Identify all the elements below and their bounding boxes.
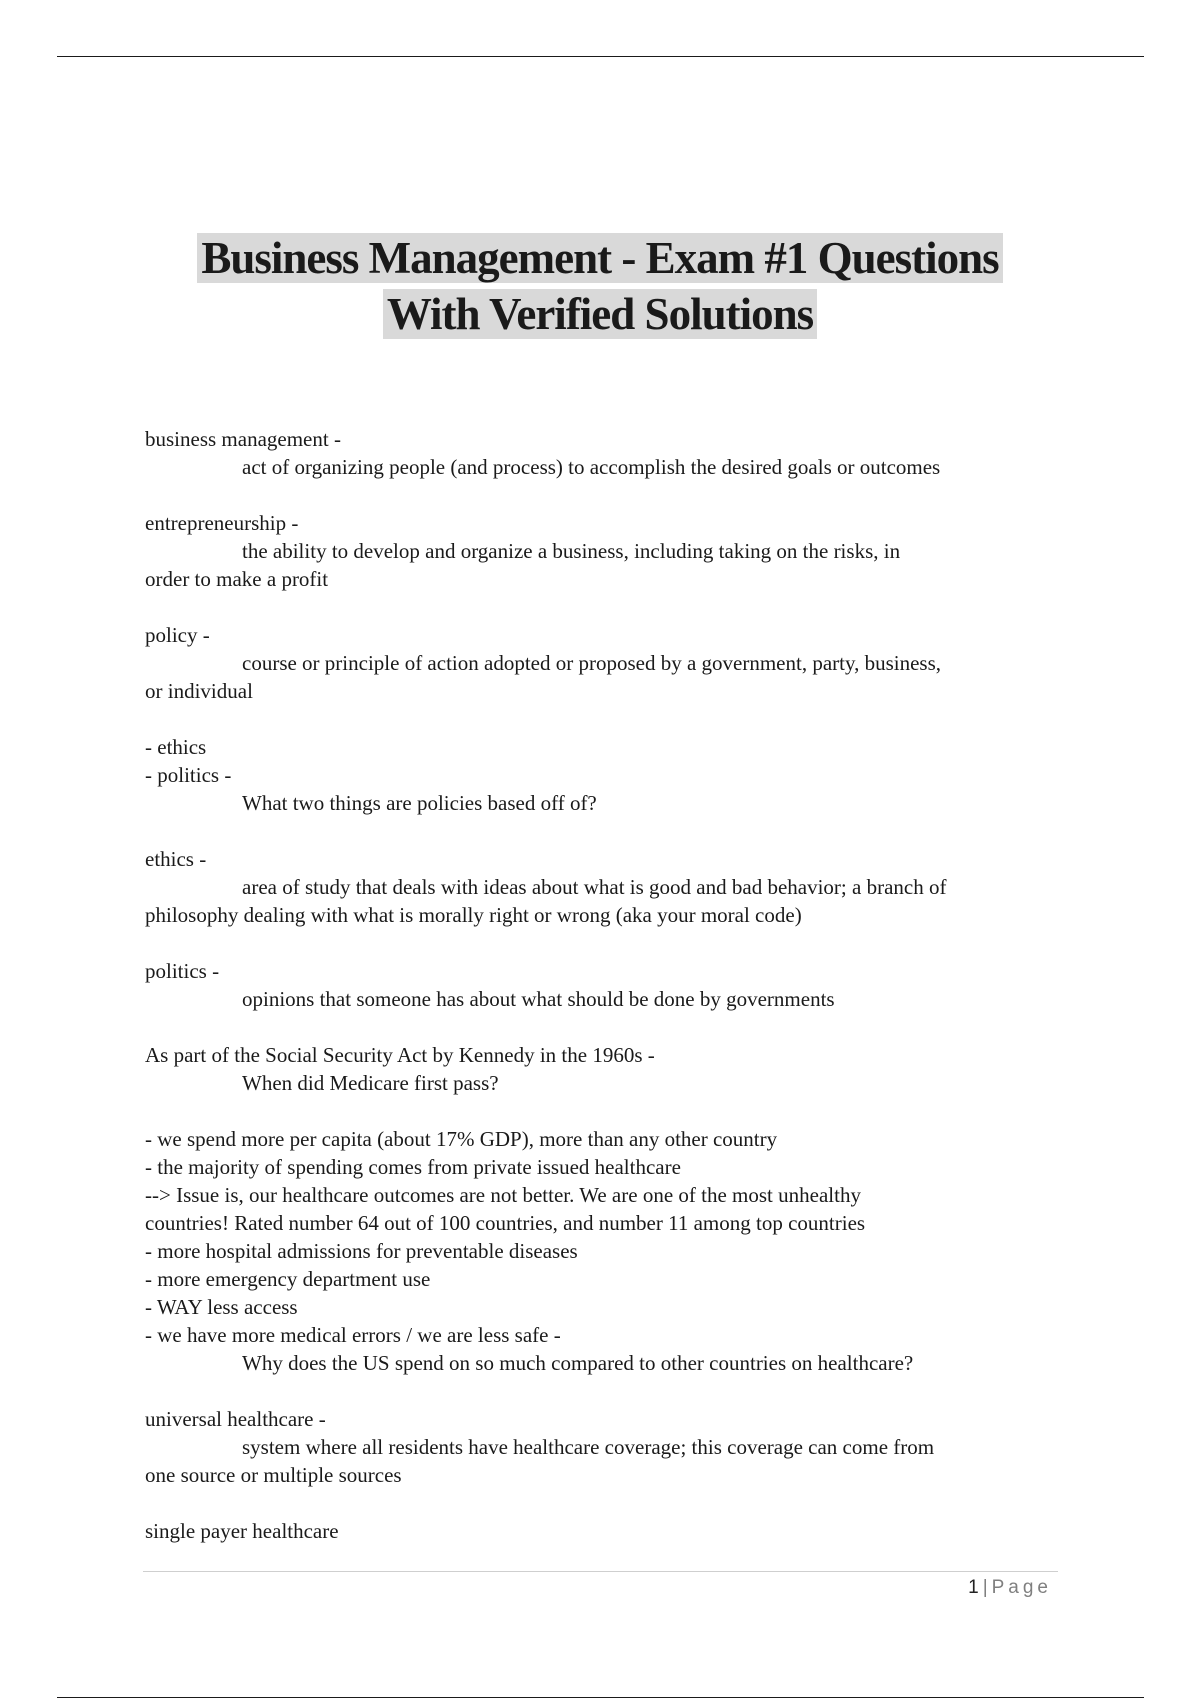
page-footer <box>968 1577 1052 1599</box>
footer-rule <box>143 1571 1058 1572</box>
card-term: As part of the Social Security Act by Kennedy in the 1960s - <box>145 1043 655 1067</box>
flashcard <box>145 1041 1065 1097</box>
document-title-line-1: Business Management - Exam #1 Questions <box>197 233 1002 283</box>
document-title-line-2: With Verified Solutions <box>383 289 817 339</box>
flashcard <box>145 845 1065 929</box>
flashcard <box>145 509 1065 593</box>
document-title <box>100 230 1100 342</box>
card-definition: opinions that someone has about what should be done by governments <box>242 987 835 1011</box>
flashcard <box>145 957 1065 1013</box>
flashcard <box>145 1125 1065 1377</box>
flashcard <box>145 425 1065 481</box>
card-term: ethics - <box>145 847 207 871</box>
card-term: single payer healthcare <box>145 1519 339 1543</box>
card-definition: act of organizing people (and process) to accomplish the desired goals or outcomes <box>242 455 941 479</box>
card-definition: When did Medicare first pass? <box>242 1071 499 1095</box>
bottom-rule <box>57 1697 1144 1698</box>
card-term: universal healthcare - <box>145 1407 326 1431</box>
flashcard-list <box>145 425 1065 1573</box>
card-term: - we spend more per capita (about 17% GDP), more than any other country - the majority of spending comes from private issued healthcare --> Issue is, our healthcare outcomes are not better. We are one of the most unhealthy countries! Rated number 64 out of 100 countries, and number 11 among top countries - more hospital admissions for preventable diseases - more emergency department use - WAY less access - we have more medical errors / we are less safe - <box>145 1127 866 1347</box>
flashcard <box>145 621 1065 705</box>
page-number: 1 <box>968 1577 979 1598</box>
card-term: business management - <box>145 427 341 451</box>
flashcard <box>145 733 1065 817</box>
footer-separator: | <box>982 1577 988 1598</box>
card-definition: area of study that deals with ideas about what is good and bad behavior; a branch of philosophy dealing with what is morally right or wrong (aka your moral code) <box>145 875 947 927</box>
card-definition: the ability to develop and organize a business, including taking on the risks, in order to make a profit <box>145 539 901 591</box>
card-term: politics - <box>145 959 220 983</box>
page-label: Page <box>991 1577 1052 1598</box>
card-term: - ethics - politics - <box>145 735 232 787</box>
flashcard <box>145 1517 1065 1545</box>
card-term: entrepreneurship - <box>145 511 299 535</box>
card-definition: What two things are policies based off of? <box>242 791 597 815</box>
flashcard <box>145 1405 1065 1489</box>
card-definition: course or principle of action adopted or proposed by a government, party, business, or individual <box>145 651 942 703</box>
card-definition: Why does the US spend on so much compared to other countries on healthcare? <box>242 1351 914 1375</box>
card-term: policy - <box>145 623 210 647</box>
card-definition: system where all residents have healthcare coverage; this coverage can come from one source or multiple sources <box>145 1435 935 1487</box>
top-rule <box>57 56 1144 57</box>
